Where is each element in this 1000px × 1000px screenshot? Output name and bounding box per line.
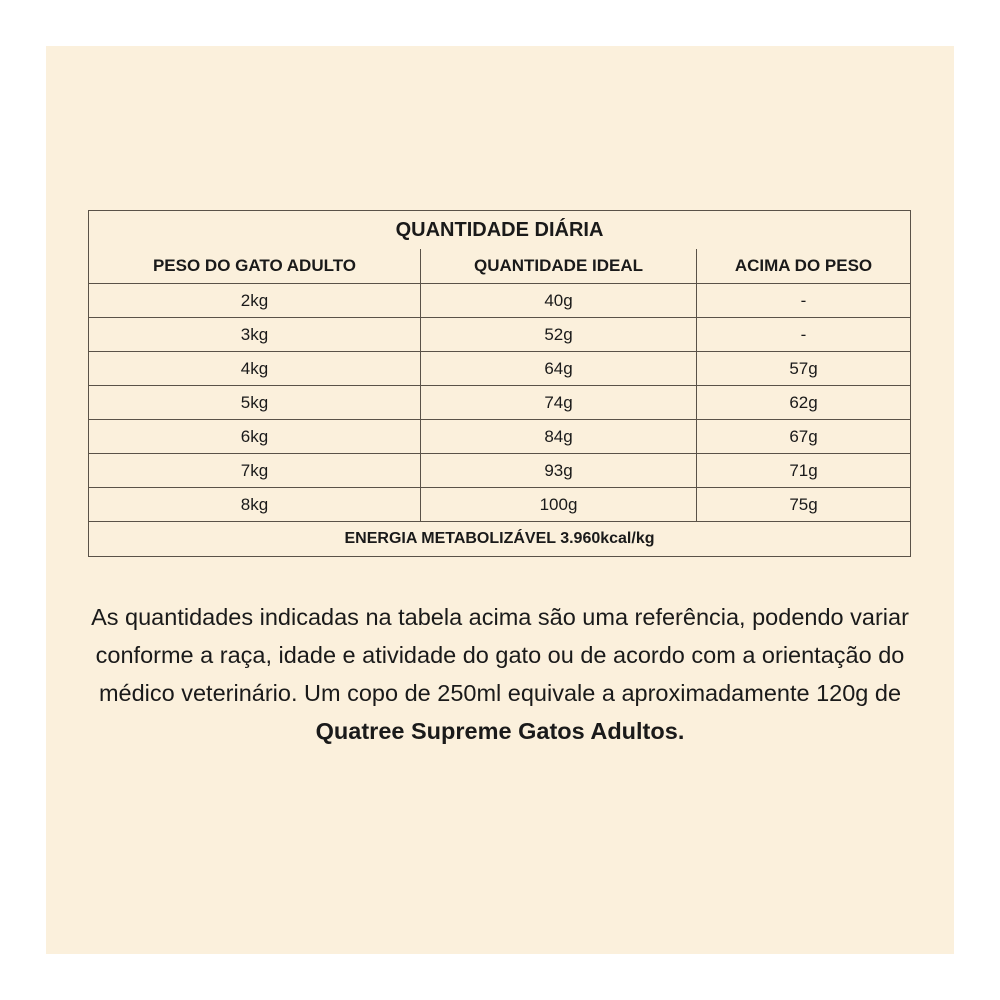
- cell-weight: 7kg: [89, 454, 421, 488]
- cell-weight: 6kg: [89, 420, 421, 454]
- cell-weight: 5kg: [89, 386, 421, 420]
- table-row: [89, 284, 911, 318]
- product-name: Quatree Supreme Gatos Adultos: [315, 718, 678, 744]
- cell-ideal: 52g: [421, 318, 697, 352]
- table-row: [89, 318, 911, 352]
- note-text: As quantidades indicadas na tabela acima são uma referência, podendo variar conforme a raça, idade e atividade do gato ou de acordo com a orientação do médico veterinário. Um copo de 250ml equivale a aproximadamente 120g de: [91, 604, 909, 706]
- cell-ideal: 40g: [421, 284, 697, 318]
- cell-weight: 3kg: [89, 318, 421, 352]
- cell-weight: 8kg: [89, 488, 421, 522]
- cell-weight: 4kg: [89, 352, 421, 386]
- table-row: [89, 488, 911, 522]
- cell-ideal: 64g: [421, 352, 697, 386]
- cell-ideal: 93g: [421, 454, 697, 488]
- cell-ideal: 74g: [421, 386, 697, 420]
- table-row: [89, 386, 911, 420]
- header-ideal: QUANTIDADE IDEAL: [421, 249, 697, 284]
- content-panel: [46, 46, 954, 954]
- feeding-note: [66, 598, 934, 750]
- energy-footer: ENERGIA METABOLIZÁVEL 3.960kcal/kg: [89, 522, 911, 557]
- table-row: [89, 454, 911, 488]
- table-row: [89, 352, 911, 386]
- cell-overweight: 57g: [697, 352, 911, 386]
- header-overweight: ACIMA DO PESO: [697, 249, 911, 284]
- cell-overweight: 62g: [697, 386, 911, 420]
- cell-ideal: 84g: [421, 420, 697, 454]
- cell-overweight: 67g: [697, 420, 911, 454]
- cell-ideal: 100g: [421, 488, 697, 522]
- table-header-row: [89, 249, 911, 284]
- table-title: QUANTIDADE DIÁRIA: [89, 211, 911, 250]
- cell-overweight: -: [697, 318, 911, 352]
- feeding-table: [88, 210, 911, 557]
- cell-weight: 2kg: [89, 284, 421, 318]
- table-row: [89, 420, 911, 454]
- cell-overweight: 75g: [697, 488, 911, 522]
- cell-overweight: -: [697, 284, 911, 318]
- cell-overweight: 71g: [697, 454, 911, 488]
- header-weight: PESO DO GATO ADULTO: [89, 249, 421, 284]
- note-end: .: [677, 718, 685, 744]
